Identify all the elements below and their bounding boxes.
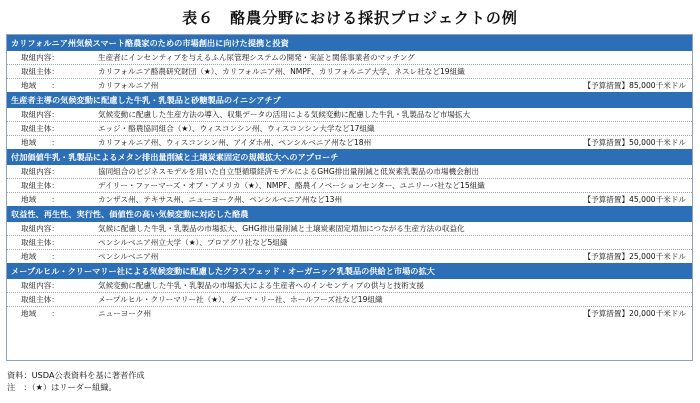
entity-row	[7, 122, 692, 136]
project-header: 付加価値牛乳・乳製品によるメタン排出量削減と土壌炭素固定の規模拡大へのアプローチ	[7, 149, 692, 165]
region-label: 地域 ：	[21, 81, 59, 90]
footnotes	[7, 369, 145, 393]
entity-row	[7, 236, 692, 250]
region-label: 地域 ：	[21, 252, 59, 261]
content-row	[7, 279, 692, 293]
region-row	[7, 193, 692, 206]
project-header: 収益性、再生性、実行性、価値性の高い気候変動に対応した酪農	[7, 206, 692, 222]
entity-row	[7, 65, 692, 79]
entity-value: デイリー・ファーマーズ・オブ・アメリカ（★）、NMPF、酪農イノベーションセンター、ユニリーバ社など15組織	[98, 181, 485, 190]
region-row	[7, 136, 692, 149]
leader-note: 注 ：（★）はリーダー組織。	[7, 382, 117, 392]
entity-row	[7, 179, 692, 193]
project-header: メープルヒル・クリーマリー社による気候変動に配慮したグラスフェッド・オーガニック乳製品の供給と市場の拡大	[7, 263, 692, 279]
content-label: 取組内容：	[21, 224, 59, 233]
entity-value: ペンシルベニア州立大学（★）、プロアグリ社など5組織	[98, 238, 288, 247]
entity-label: 取組主体：	[21, 295, 59, 304]
region-label: 地域 ：	[21, 309, 59, 318]
region-label: 地域 ：	[21, 195, 59, 204]
entity-value: カリフォルニア酪農研究財団（★）、カリフォルニア州、NMPF、カリフォルニア大学、ネスレ社など19組織	[98, 67, 465, 76]
region-row	[7, 307, 692, 320]
content-value: 気候に配慮した牛乳・乳製品の市場拡大、GHG排出量削減と土壌炭素固定増加につながる生産方法の収益化	[98, 224, 465, 233]
projects-table	[6, 34, 693, 361]
region-row	[7, 79, 692, 92]
content-label: 取組内容：	[21, 281, 59, 290]
project-section	[7, 92, 692, 149]
content-value: 生産者にインセンティブを与えるふん尿管理システムの開発・実証と関係事業者のマッチング	[98, 53, 415, 62]
entity-row	[7, 293, 692, 307]
project-section	[7, 206, 692, 263]
entity-label: 取組主体：	[21, 181, 59, 190]
entity-value: メープルヒル・クリーマリー社（★）、ダーマ・リー社、ホールフーズ社など19組織	[98, 295, 383, 304]
content-value: 気候変動に配慮した牛乳・乳製品の市場拡大による生産者へのインセンティブの供与と技術支援	[98, 281, 424, 290]
region-value: カンザス州、テキサス州、ニューヨーク州、ペンシルベニア州など13州	[98, 195, 343, 204]
source-note: 資料：USDA公表資料を基に著者作成	[7, 370, 145, 380]
region-label: 地域 ：	[21, 138, 59, 147]
project-header: カリフォルニア州気候スマート酪農家のための市場創出に向けた提携と投資	[7, 35, 692, 51]
entity-value: エッジ・酪農協同組合（★）、ウィスコンシン州、ウィスコンシン大学など17組織	[98, 124, 375, 133]
content-row	[7, 165, 692, 179]
entity-label: 取組主体：	[21, 67, 59, 76]
region-value: カリフォルニア州	[98, 81, 159, 90]
budget-value: 【予算措置】45,000千米ドル	[583, 195, 686, 204]
content-label: 取組内容：	[21, 110, 59, 119]
region-value: カリフォルニア州、ウィスコンシン州、アイダホ州、ペンシルベニア州など18州	[98, 138, 372, 147]
content-row	[7, 108, 692, 122]
budget-value: 【予算措置】25,000千米ドル	[583, 252, 686, 261]
region-value: ペンシルベニア州	[98, 252, 159, 261]
project-header: 生産者主導の気候変動に配慮した牛乳・乳製品と砂糖製品のイニシアチブ	[7, 92, 692, 108]
budget-value: 【予算措置】85,000千米ドル	[583, 81, 686, 90]
budget-value: 【予算措置】50,000千米ドル	[583, 138, 686, 147]
entity-label: 取組主体：	[21, 124, 59, 133]
content-value: 協同組合のビジネスモデルを用いた自立型循環経済モデルによるGHG排出量削減と低炭素乳製品の市場機会創出	[98, 167, 479, 176]
region-value: ニューヨーク州	[98, 309, 152, 318]
budget-value: 【予算措置】20,000千米ドル	[583, 309, 686, 318]
content-row	[7, 222, 692, 236]
entity-label: 取組主体：	[21, 238, 59, 247]
content-row	[7, 51, 692, 65]
region-row	[7, 250, 692, 263]
content-label: 取組内容：	[21, 53, 59, 62]
content-label: 取組内容：	[21, 167, 59, 176]
table-title: 表６ 酪農分野における採択プロジェクトの例	[182, 9, 518, 27]
project-section	[7, 35, 692, 92]
project-section	[7, 149, 692, 206]
content-value: 気候変動に配慮した生産方法の導入、収集データの活用による気候変動に配慮した牛乳・乳製品など市場拡大	[98, 110, 471, 119]
project-section	[7, 263, 692, 320]
